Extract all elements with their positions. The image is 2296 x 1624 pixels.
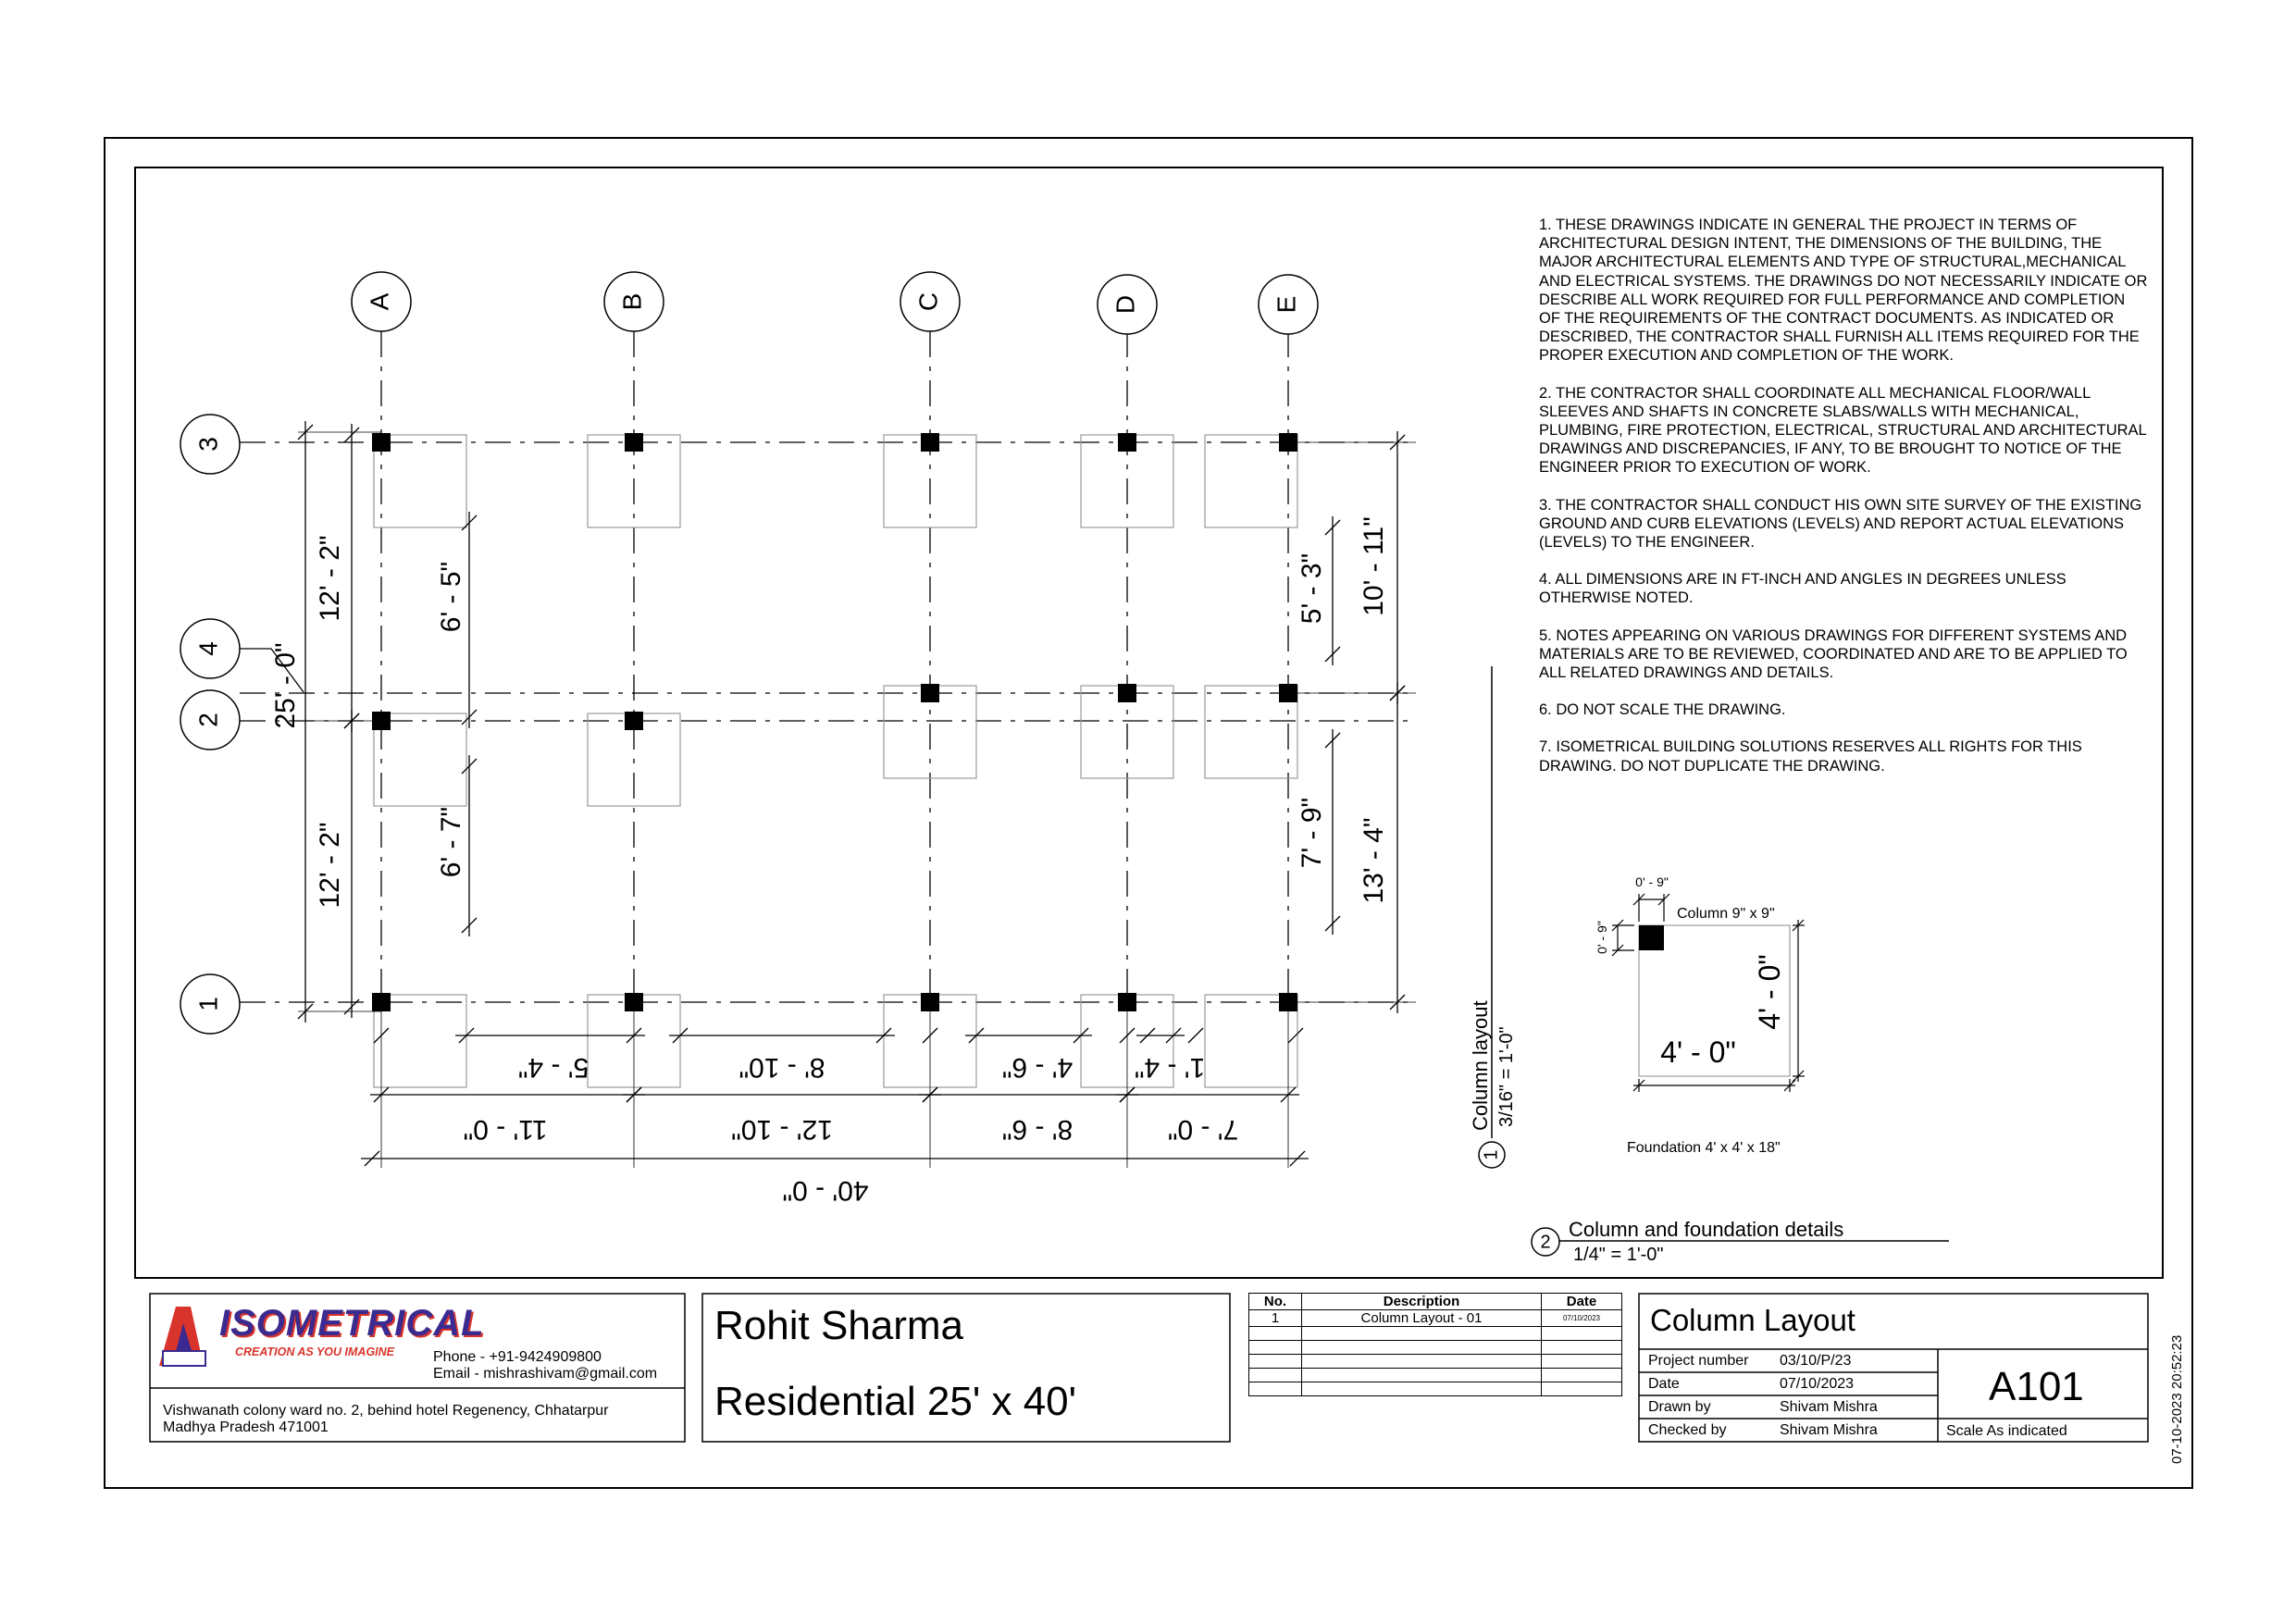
grid-bubble-3 [180,415,240,474]
note-5: 5. NOTES APPEARING ON VARIOUS DRAWINGS FOR DIFFERENT SYSTEMS AND MATERIALS ARE TO BE REVIEWED, COORDINATED AND ARE TO BE APPLIED TO ALL RELATED DRAWINGS AND DETAILS. [1539,626,2128,682]
column-square [921,433,939,452]
dim-left-bay-2: 12' - 2" [315,822,345,909]
grid-bubble-2 [180,690,240,750]
grid-bubble-1 [180,974,240,1034]
dim-overall-depth: 25' - 0" [270,642,301,729]
dimension-lines [298,421,1416,1168]
table-row [1249,1327,1622,1341]
dim-bay-4: 7' - 0" [1167,1114,1239,1145]
right-dimension-text [1297,516,1389,903]
detail-column-square [1639,925,1664,950]
checked-by-label: Checked by [1648,1422,1727,1438]
date-label: Date [1648,1376,1680,1392]
dim-clear-4: 1' - 4" [1134,1052,1206,1083]
dim-right-bay-1: 10' - 11" [1359,516,1389,616]
dim-clear-1: 5' - 4" [517,1052,590,1083]
view-title-text-1: Column layout [1469,1000,1492,1131]
table-row [1249,1382,1622,1396]
date-value: 07/10/2023 [1780,1376,1855,1392]
columns [372,433,1297,1011]
dim-left-clear-2: 6' - 7" [436,806,466,878]
column-detail [1595,874,1805,1156]
detail-foundation-label: Foundation 4' x 4' x 18" [1627,1140,1781,1156]
general-notes [1539,216,2150,794]
foundation-footprints [374,435,1297,1087]
note-4: 4. ALL DIMENSIONS ARE IN FT-INCH AND ANGLES IN DEGREES UNLESS OTHERWISE NOTED. [1539,571,2066,607]
grid-label-2: 2 [193,713,223,727]
column-square [372,433,391,452]
project-number: 03/10/P/23 [1780,1353,1852,1369]
company-phone: Phone - +91-9424909800 [433,1349,602,1365]
grid-label-B: B [617,292,647,311]
view-number-1: 1 [1481,1149,1502,1160]
grid-bubble-A [352,272,411,331]
address-line-2: Madhya Pradesh 471001 [163,1419,329,1435]
company-contact [433,1349,657,1382]
detail-foundation-width: 4' - 0" [1660,1035,1736,1069]
table-row [1249,1369,1622,1382]
revision-table [1248,1293,1622,1396]
grid-bubble-D [1098,275,1157,334]
detail-column-label: Column 9" x 9" [1677,906,1775,922]
dim-clear-3: 4' - 6" [1001,1052,1074,1083]
company-address [163,1403,609,1436]
table-row [1249,1355,1622,1369]
table-row [1249,1341,1622,1355]
grid-label-A: A [365,292,394,311]
note-3: 3. THE CONTRACTOR SHALL CONDUCT HIS OWN SITE SURVEY OF THE EXISTING GROUND AND CURB ELEVATIONS (LEVELS) AND REPORT ACTUAL ELEVATIONS (LEVELS) TO THE ENGINEER. [1539,496,2142,552]
view-scale-1: 3/16" = 1'-0" [1496,1026,1517,1127]
dim-bay-2: 12' - 10" [731,1114,833,1145]
column-square [625,433,643,452]
rev-header-date: Date [1542,1294,1622,1310]
detail-foundation-height: 4' - 0" [1753,954,1786,1030]
detail-column-width: 0' - 9" [1635,874,1669,889]
sheet-scale: Scale As indicated [1946,1423,2067,1439]
sheet-number: A101 [1989,1364,2084,1409]
grid-label-4: 4 [193,641,223,656]
column-square [1118,433,1136,452]
note-6: 6. DO NOT SCALE THE DRAWING. [1539,701,1786,719]
table-row [1249,1310,1622,1327]
view-title-text-2: Column and foundation details [1569,1218,1844,1241]
grid-label-1: 1 [193,997,223,1011]
dim-right-clear-1: 5' - 3" [1297,552,1327,625]
sheet-title: Column Layout [1650,1303,1855,1337]
column-square [1279,684,1297,702]
client-name: Rohit Sharma [714,1303,964,1348]
project-name: Residential 25' x 40' [714,1379,1077,1424]
grid-lines [240,331,1416,1010]
view-title-2 [1532,1218,1949,1265]
view-number-2: 2 [1540,1232,1551,1253]
dim-left-clear-1: 6' - 5" [436,561,466,633]
rev-header-no: No. [1249,1294,1302,1310]
view-title-1 [1469,666,1517,1168]
print-timestamp: 07-10-2023 20:52:23 [2169,1334,2185,1464]
note-7: 7. ISOMETRICAL BUILDING SOLUTIONS RESERVES ALL RIGHTS FOR THIS DRAWING. DO NOT DUPLICATE THE DRAWING. [1539,738,2082,775]
rev-no: 1 [1249,1310,1302,1327]
checked-by: Shivam Mishra [1780,1422,1878,1438]
grid-label-3: 3 [193,437,223,452]
detail-column-height: 0' - 9" [1595,921,1609,954]
left-dimension-text [270,535,466,908]
drawn-by-label: Drawn by [1648,1399,1711,1415]
rev-header-description: Description [1302,1294,1542,1310]
drawn-by: Shivam Mishra [1780,1399,1878,1415]
address-line-1: Vishwanath colony ward no. 2, behind hotel Regenency, Chhatarpur [163,1403,609,1419]
dimension-tick [1288,1028,1303,1043]
note-1: 1. THESE DRAWINGS INDICATE IN GENERAL THE PROJECT IN TERMS OF ARCHITECTURAL DESIGN INTENT, THE DIMENSIONS OF THE BUILDING, THE MAJOR ARCHITECTURAL ELEMENTS AND TYPE OF STRUCTURAL,MECHANICAL AND ELECTRICAL SYSTEMS. THE DRAWINGS DO NOT NECESSARILY INDICATE OR DESCRIBE ALL WORK REQUIRED FOR FULL PERFORMANCE AND COMPLETION OF THE REQUIREMENTS OF THE CONTRACT DOCUMENTS. AS INDICATED OR DESCRIBED, THE CONTRACTOR SHALL FURNISH ALL ITEMS REQUIRED FOR THE PROPER EXECUTION AND COMPLETION OF THE WORK. [1539,217,2148,365]
rev-date: 07/10/2023 [1542,1310,1622,1327]
dim-clear-2: 8' - 10" [738,1052,825,1083]
company-logo-text: ISOMETRICAL [219,1303,485,1344]
grid-bubble-B [604,272,664,331]
company-block [150,1294,685,1442]
title-block [1639,1294,2148,1442]
grid-label-C: C [913,291,943,312]
dim-bay-3: 8' - 6" [1001,1114,1074,1145]
company-tagline: CREATION AS YOU IMAGINE [235,1345,395,1358]
dim-bay-1: 11' - 0" [463,1114,548,1145]
column-square [921,684,939,702]
dim-left-bay-1: 12' - 2" [315,535,345,622]
dim-right-bay-2: 13' - 4" [1359,817,1389,904]
column-square [1118,684,1136,702]
grid-label-E: E [1272,295,1301,314]
grid-bubble-C [900,272,960,331]
dimension-tick [1188,1028,1203,1043]
project-number-label: Project number [1648,1353,1749,1369]
rev-description: Column Layout - 01 [1302,1310,1542,1327]
note-2: 2. THE CONTRACTOR SHALL COORDINATE ALL MECHANICAL FLOOR/WALL SLEEVES AND SHAFTS IN CONCRETE SLABS/WALLS WITH MECHANICAL, PLUMBING, FIRE PROTECTION, ELECTRICAL, STRUCTURAL AND ARCHITECTURAL DRAWINGS AND DISCREPANCIES, IF ANY, TO BE BROUGHT TO NOTICE OF THE ENGINEER PRIOR TO EXECUTION OF WORK. [1539,384,2147,477]
bottom-dimension-text [464,1052,1239,1206]
company-email: Email - mishrashivam@gmail.com [433,1366,658,1382]
column-square [1279,433,1297,452]
grid-label-D: D [1111,294,1140,315]
dim-right-clear-2: 7' - 9" [1297,797,1327,869]
grid-bubble-E [1259,275,1318,334]
column-square [625,712,643,730]
view-scale-2: 1/4" = 1'-0" [1573,1245,1664,1265]
dim-overall-width: 40' - 0" [782,1175,869,1206]
